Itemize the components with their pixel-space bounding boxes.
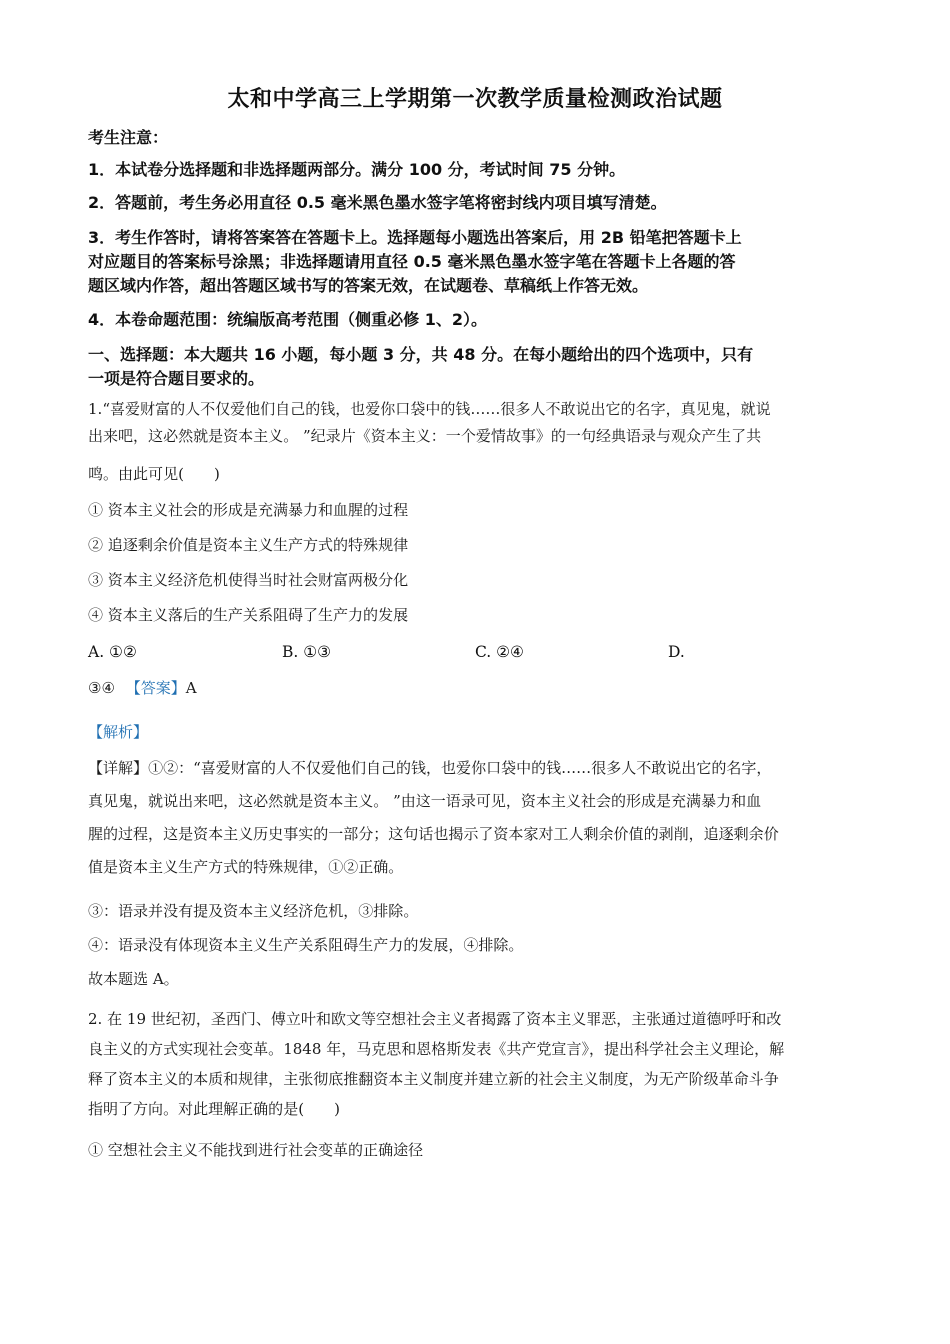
section-heading-line-2: 一项是符合题目要求的。 bbox=[88, 369, 265, 388]
notice-item-3-line-2: 对应题目的答案标号涂黑；非选择题请用直径 0.5 毫米黑色墨水签字笔在答题卡上各题的答 bbox=[88, 252, 736, 271]
q2-stem-line-4: 指明了方向。对此理解正确的是( ) bbox=[88, 1100, 340, 1118]
notice-item-4: 4．本卷命题范围：统编版高考范围（侧重必修 1、2）。 bbox=[88, 310, 487, 329]
q1-option-c: C. ②④ bbox=[475, 643, 524, 661]
page-title: 太和中学高三上学期第一次教学质量检测政治试题 bbox=[227, 86, 723, 112]
q1-stem-line-2: 出来吧，这必然就是资本主义。 ”纪录片《资本主义：一个爱情故事》的一句经典语录与观众产生了共 bbox=[88, 427, 762, 445]
q1-option-b: B. ①③ bbox=[282, 643, 332, 661]
detail-line-6: ④：语录没有体现资本主义生产关系阻碍生产力的发展，④排除。 bbox=[88, 936, 524, 954]
notice-item-3-line-3: 题区域内作答，超出答题区域书写的答案无效，在试题卷、草稿纸上作答无效。 bbox=[88, 276, 649, 295]
notice-heading: 考生注意： bbox=[88, 128, 169, 147]
q1-statement-1: ① 资本主义社会的形成是充满暴力和血腥的过程 bbox=[88, 501, 409, 519]
answer-value: A bbox=[185, 679, 197, 697]
notice-item-3-line-1: 3．考生作答时，请将答案答在答题卡上。选择题每小题选出答案后，用 2B 铅笔把答题卡上 bbox=[88, 228, 742, 247]
detail-line-1 bbox=[88, 757, 878, 778]
q1-option-a: A. ①② bbox=[88, 643, 137, 661]
detail-text-1: ①②：“喜爱财富的人不仅爱他们自己的钱，也爱你口袋中的钱……很多人不敢说出它的名字， bbox=[148, 759, 772, 777]
detail-line-3: 腥的过程，这是资本主义历史事实的一部分；这句话也揭示了资本家对工人剩余价值的剥削，追逐剩余价 bbox=[88, 825, 779, 843]
q1-stem-line-3: 鸣。由此可见( ) bbox=[88, 465, 220, 483]
q2-stem-line-2: 良主义的方式实现社会变革。1848 年，马克思和恩格斯发表《共产党宣言》，提出科学社会主义理论，解 bbox=[88, 1040, 785, 1058]
detail-line-2: 真见鬼，就说出来吧，这必然就是资本主义。 ”由这一语录可见，资本主义社会的形成是充满暴力和血 bbox=[88, 792, 762, 810]
answer-label: 【答案】 bbox=[125, 679, 186, 697]
notice-item-1: 1．本试卷分选择题和非选择题两部分。满分 100 分，考试时间 75 分钟。 bbox=[88, 160, 626, 179]
q2-stem-line-1: 2. 在 19 世纪初，圣西门、傅立叶和欧文等空想社会主义者揭露了资本主义罪恶，主张通过道德呼吁和改 bbox=[88, 1010, 782, 1028]
q1-statement-4: ④ 资本主义落后的生产关系阻碍了生产力的发展 bbox=[88, 606, 409, 624]
q1-statement-2: ② 追逐剩余价值是资本主义生产方式的特殊规律 bbox=[88, 536, 409, 554]
q1-statement-3: ③ 资本主义经济危机使得当时社会财富两极分化 bbox=[88, 571, 409, 589]
detail-label: 【详解】 bbox=[88, 759, 149, 777]
q2-statement-1: ① 空想社会主义不能找到进行社会变革的正确途径 bbox=[88, 1141, 424, 1159]
detail-line-4: 值是资本主义生产方式的特殊规律，①②正确。 bbox=[88, 858, 404, 876]
q1-answer-line bbox=[88, 677, 878, 698]
detail-line-5: ③：语录并没有提及资本主义经济危机，③排除。 bbox=[88, 902, 419, 920]
q1-option-d-continued: ③④ bbox=[88, 679, 115, 697]
q1-stem-line-1: 1.“喜爱财富的人不仅爱他们自己的钱，也爱你口袋中的钱……很多人不敢说出它的名字，真见鬼，就说 bbox=[88, 400, 771, 418]
detail-line-7: 故本题选 A。 bbox=[88, 970, 179, 988]
notice-item-2: 2．答题前，考生务必用直径 0.5 毫米黑色墨水签字笔将密封线内项目填写清楚。 bbox=[88, 193, 667, 212]
q2-stem-line-3: 释了资本主义的本质和规律，主张彻底推翻资本主义制度并建立新的社会主义制度，为无产阶级革命斗争 bbox=[88, 1070, 779, 1088]
section-heading-line-1: 一、选择题：本大题共 16 小题，每小题 3 分，共 48 分。在每小题给出的四个选项中，只有 bbox=[88, 345, 754, 364]
q1-option-d: D. bbox=[668, 643, 685, 661]
analysis-label: 【解析】 bbox=[88, 723, 149, 741]
